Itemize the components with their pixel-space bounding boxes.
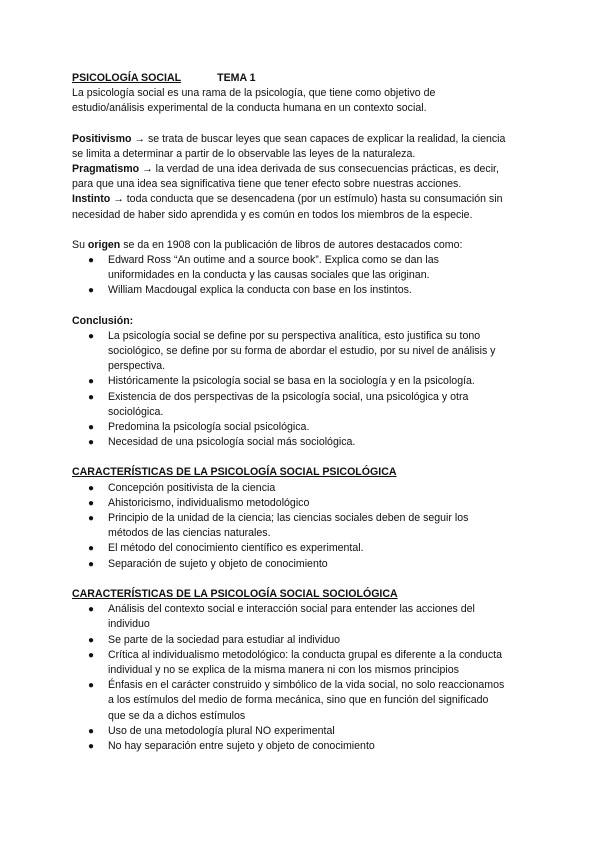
list-item bbox=[72, 374, 534, 389]
list-item-text: Necesidad de una psicología social más sociológica. bbox=[108, 436, 356, 449]
conclusion-list bbox=[72, 329, 534, 451]
definition-text: se limita a determinar a partir de lo observable las leyes de la naturaleza. bbox=[72, 147, 416, 160]
list-item-text: Análisis del contexto social e interacción social para entender las acciones del bbox=[108, 603, 475, 616]
list-item bbox=[72, 253, 534, 283]
list-item-text: Existencia de dos perspectivas de la psicología social, una psicológica y otra bbox=[108, 390, 469, 403]
definition-positivismo bbox=[72, 132, 534, 162]
list-item-text: La psicología social se define por su perspectiva analítica, esto justifica su tono bbox=[108, 329, 481, 342]
list-item-text: Ahistoricismo, individualismo metodológico bbox=[108, 496, 310, 509]
list-item-text: El método del conocimiento científico es experimental. bbox=[108, 542, 364, 555]
bullet-icon: ● bbox=[88, 482, 95, 494]
document-page bbox=[72, 71, 534, 754]
list-item-text: Uso de una metodología plural NO experimental bbox=[108, 724, 335, 737]
bullet-icon: ● bbox=[88, 513, 95, 525]
list-item bbox=[72, 496, 534, 511]
bullet-icon: ● bbox=[88, 634, 95, 646]
definition-instinto bbox=[72, 192, 534, 222]
list-item bbox=[72, 390, 534, 420]
psicologica-heading: CARACTERÍSTICAS DE LA PSICOLOGÍA SOCIAL PSICOLÓGICA bbox=[72, 466, 397, 479]
list-item-text: métodos de las ciencias naturales. bbox=[108, 527, 271, 540]
list-item bbox=[72, 481, 534, 496]
bullet-icon: ● bbox=[88, 558, 95, 570]
list-item-text: Históricamente la psicología social se basa en la sociología y en la psicología. bbox=[108, 375, 475, 388]
list-item bbox=[72, 435, 534, 450]
list-item-text: Separación de sujeto y objeto de conocimiento bbox=[108, 557, 328, 570]
list-item-text: sociológico, se define por su forma de abordar el estudio, por su nivel de análisis y bbox=[108, 345, 496, 358]
list-item-text: a los estímulos del medio de forma mecánica, sino que en función del significado bbox=[108, 694, 489, 707]
list-item bbox=[72, 511, 534, 541]
definition-term: Positivismo bbox=[72, 132, 132, 145]
intro-line: estudio/análisis experimental de la conducta humana en un contexto social. bbox=[72, 102, 427, 115]
list-item-text: Concepción positivista de la ciencia bbox=[108, 481, 276, 494]
list-item bbox=[72, 541, 534, 556]
document-title bbox=[72, 71, 534, 86]
list-item-text: individual y no se explica de la misma manera ni con los mismos principios bbox=[108, 663, 459, 676]
bullet-icon: ● bbox=[88, 330, 95, 342]
sociologica-heading: CARACTERÍSTICAS DE LA PSICOLOGÍA SOCIAL SOCIOLÓGICA bbox=[72, 587, 398, 600]
list-item-text: uniformidades en la conducta y las causas sociales que las originan. bbox=[108, 269, 430, 282]
origin-pre: Su bbox=[72, 238, 88, 251]
conclusion-heading-text: Conclusión: bbox=[72, 314, 134, 327]
bullet-icon: ● bbox=[88, 391, 95, 403]
definition-term: Pragmatismo bbox=[72, 163, 140, 176]
list-item-text: William Macdougal explica la conducta con base en los instintos. bbox=[108, 284, 412, 297]
list-item bbox=[72, 329, 534, 375]
list-item bbox=[72, 602, 534, 632]
psicologica-list bbox=[72, 481, 534, 572]
bullet-icon: ● bbox=[88, 725, 95, 737]
list-item bbox=[72, 420, 534, 435]
definition-text: → se trata de buscar leyes que sean capaces de explicar la realidad, la ciencia bbox=[131, 132, 506, 145]
bullet-icon: ● bbox=[88, 740, 95, 752]
list-item bbox=[72, 724, 534, 739]
bullet-icon: ● bbox=[88, 497, 95, 509]
origin-list bbox=[72, 253, 534, 299]
list-item bbox=[72, 633, 534, 648]
list-item bbox=[72, 678, 534, 724]
list-item-text: Crítica al individualismo metodológico: la conducta grupal es diferente a la conducta bbox=[108, 648, 502, 661]
bullet-icon: ● bbox=[88, 422, 95, 434]
definition-term: Instinto bbox=[72, 193, 111, 206]
origin-paragraph bbox=[72, 238, 534, 253]
origin-post: se da en 1908 con la publicación de libros de autores destacados como: bbox=[120, 238, 463, 251]
definition-text: → toda conducta que se desencadena (por un estímulo) hasta su consumación sin bbox=[110, 193, 503, 206]
list-item-text: Principio de la unidad de la ciencia; las ciencias sociales deben de seguir los bbox=[108, 512, 469, 525]
bullet-icon: ● bbox=[88, 285, 95, 297]
definition-text: necesidad de haber sido aprendida y es común en todos los miembros de la especie. bbox=[72, 208, 473, 221]
intro-paragraph bbox=[72, 86, 534, 116]
list-item-text: No hay separación entre sujeto y objeto de conocimiento bbox=[108, 739, 375, 752]
list-item-text: individuo bbox=[108, 618, 150, 631]
intro-line: La psicología social es una rama de la psicología, que tiene como objetivo de bbox=[72, 87, 436, 100]
bullet-icon: ● bbox=[88, 255, 95, 267]
bullet-icon: ● bbox=[88, 376, 95, 388]
list-item-text: sociológica. bbox=[108, 405, 164, 418]
bullet-icon: ● bbox=[88, 604, 95, 616]
list-item-text: perspectiva. bbox=[108, 360, 166, 373]
list-item-text: Predomina la psicología social psicológica. bbox=[108, 421, 310, 434]
list-item bbox=[72, 739, 534, 754]
title-tema: TEMA 1 bbox=[217, 72, 256, 84]
bullet-icon: ● bbox=[88, 649, 95, 661]
bullet-icon: ● bbox=[88, 543, 95, 555]
list-item bbox=[72, 648, 534, 678]
definition-text: → la verdad de una idea derivada de sus consecuencias prácticas, es decir, bbox=[139, 163, 499, 176]
definition-pragmatismo bbox=[72, 162, 534, 192]
bullet-icon: ● bbox=[88, 437, 95, 449]
list-item-text: Edward Ross “An outime and a source book”. Explica como se dan las bbox=[108, 254, 439, 267]
list-item-text: Se parte de la sociedad para estudiar al individuo bbox=[108, 633, 341, 646]
list-item bbox=[72, 283, 534, 298]
origin-bold: origen bbox=[87, 238, 121, 251]
definition-text: para que una idea sea significativa tiene que tener efecto sobre nuestras acciones. bbox=[72, 178, 462, 191]
bullet-icon: ● bbox=[88, 680, 95, 692]
list-item-text: que se da a dichos estímulos bbox=[108, 709, 246, 722]
conclusion-heading bbox=[72, 314, 534, 329]
list-item-text: Énfasis en el carácter construido y simbólico de la vida social, no solo reaccionamos bbox=[108, 679, 505, 692]
sociologica-list bbox=[72, 602, 534, 754]
list-item bbox=[72, 557, 534, 572]
title-main: PSICOLOGÍA SOCIAL bbox=[72, 72, 182, 84]
